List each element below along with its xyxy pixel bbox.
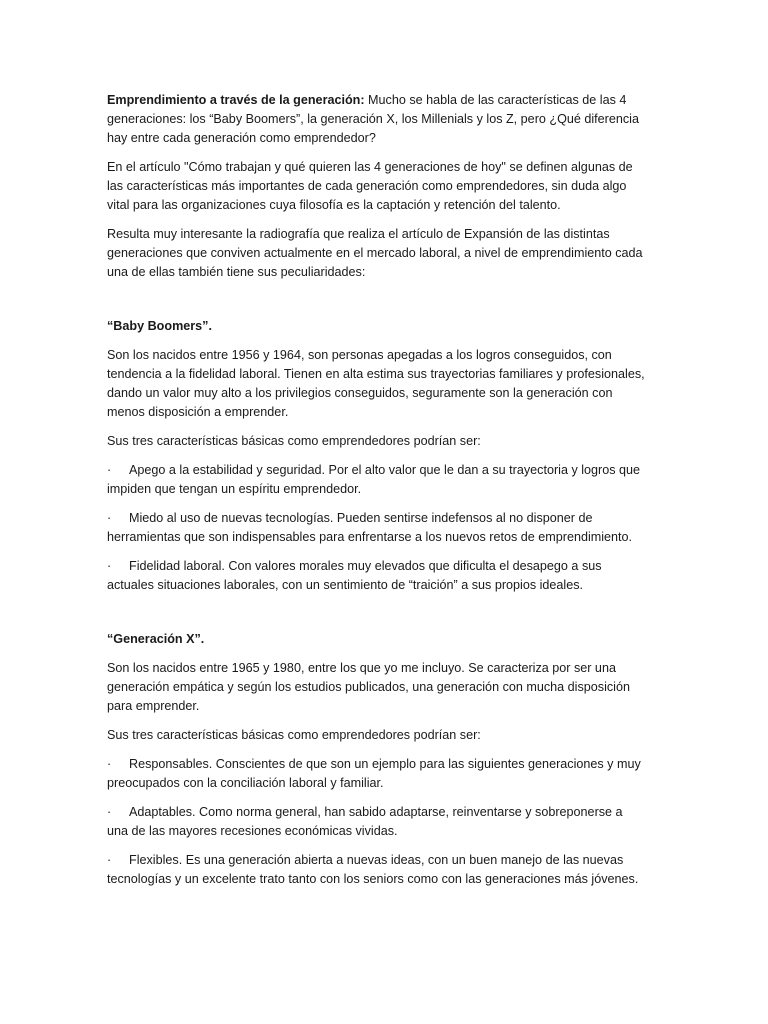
section-subtitle: Sus tres características básicas como emprendedores podrían ser: [107,728,481,742]
bullet-item [107,851,647,889]
bullet-text: Apego a la estabilidad y seguridad. Por el alto valor que le dan a su trayectoria y logros que impiden que tengan un espíritu emprendedor. [107,463,641,496]
bullet-item [107,557,647,595]
bullet-text: Flexibles. Es una generación abierta a nuevas ideas, con un buen manejo de las nuevas tecnologías y un excelente trato tanto con los seniors como con las generaciones más jóvenes. [107,853,639,886]
section-subtitle: Sus tres características básicas como emprendedores podrían ser: [107,434,481,448]
intro-lead: Emprendimiento a través de la generación: [107,93,365,107]
bullet-text: Fidelidad laboral. Con valores morales muy elevados que dificulta el desapego a sus actuales situaciones laborales, con un sentimiento de “traición” a sus propios ideales. [107,559,602,592]
bullet-item [107,755,647,793]
bullet-dot: · [107,757,112,771]
bullet-item [107,803,647,841]
document-page [107,91,647,899]
bullet-item [107,509,647,547]
section-description: Son los nacidos entre 1956 y 1964, son personas apegadas a los logros conseguidos, con tendencia a la fidelidad laboral. Tienen en alta estima sus trayectorias familiares y profesionales, dando un valor muy alto a los privilegios conseguidos, seguramente son la generación con menos disposición a emprender. [107,348,645,419]
bullet-dot: · [107,805,112,819]
section-heading-generacion-x: “Generación X”. [107,632,205,646]
bullet-text: Miedo al uso de nuevas tecnologías. Pueden sentirse indefensos al no disponer de herramientas que son indispensables para enfrentarse a los nuevos retos de emprendimiento. [107,511,633,544]
section-description: Son los nacidos entre 1965 y 1980, entre los que yo me incluyo. Se caracteriza por ser una generación empática y según los estudios publicados, una generación con mucha disposición para emprender. [107,661,630,713]
paragraph-article: En el artículo "Cómo trabajan y qué quieren las 4 generaciones de hoy" se definen algunas de las características más importantes de cada generación como emprendedores, sin duda algo vital para las organizaciones cuya filosofía es la captación y retención del talento. [107,160,633,212]
bullet-dot: · [107,853,112,867]
bullet-dot: · [107,559,112,573]
bullet-text: Adaptables. Como norma general, han sabido adaptarse, reinventarse y sobreponerse a una de las mayores recesiones económicas vividas. [107,805,623,838]
section-heading-baby-boomers: “Baby Boomers”. [107,319,212,333]
intro-text: Mucho se habla de las características de las 4 generaciones: los “Baby Boomers”, la generación X, los Millenials y los Z, pero ¿Qué diferencia hay entre cada generación como emprendedor? [107,93,639,145]
bullet-item [107,461,647,499]
bullet-dot: · [107,511,112,525]
bullet-text: Responsables. Conscientes de que son un ejemplo para las siguientes generaciones y muy preocupados con la conciliación laboral y familiar. [107,757,641,790]
bullet-dot: · [107,463,112,477]
intro-paragraph [107,91,647,148]
paragraph-radiography: Resulta muy interesante la radiografía que realiza el artículo de Expansión de las distintas generaciones que conviven actualmente en el mercado laboral, a nivel de emprendimiento cada una de ellas también tiene sus peculiaridades: [107,227,643,279]
